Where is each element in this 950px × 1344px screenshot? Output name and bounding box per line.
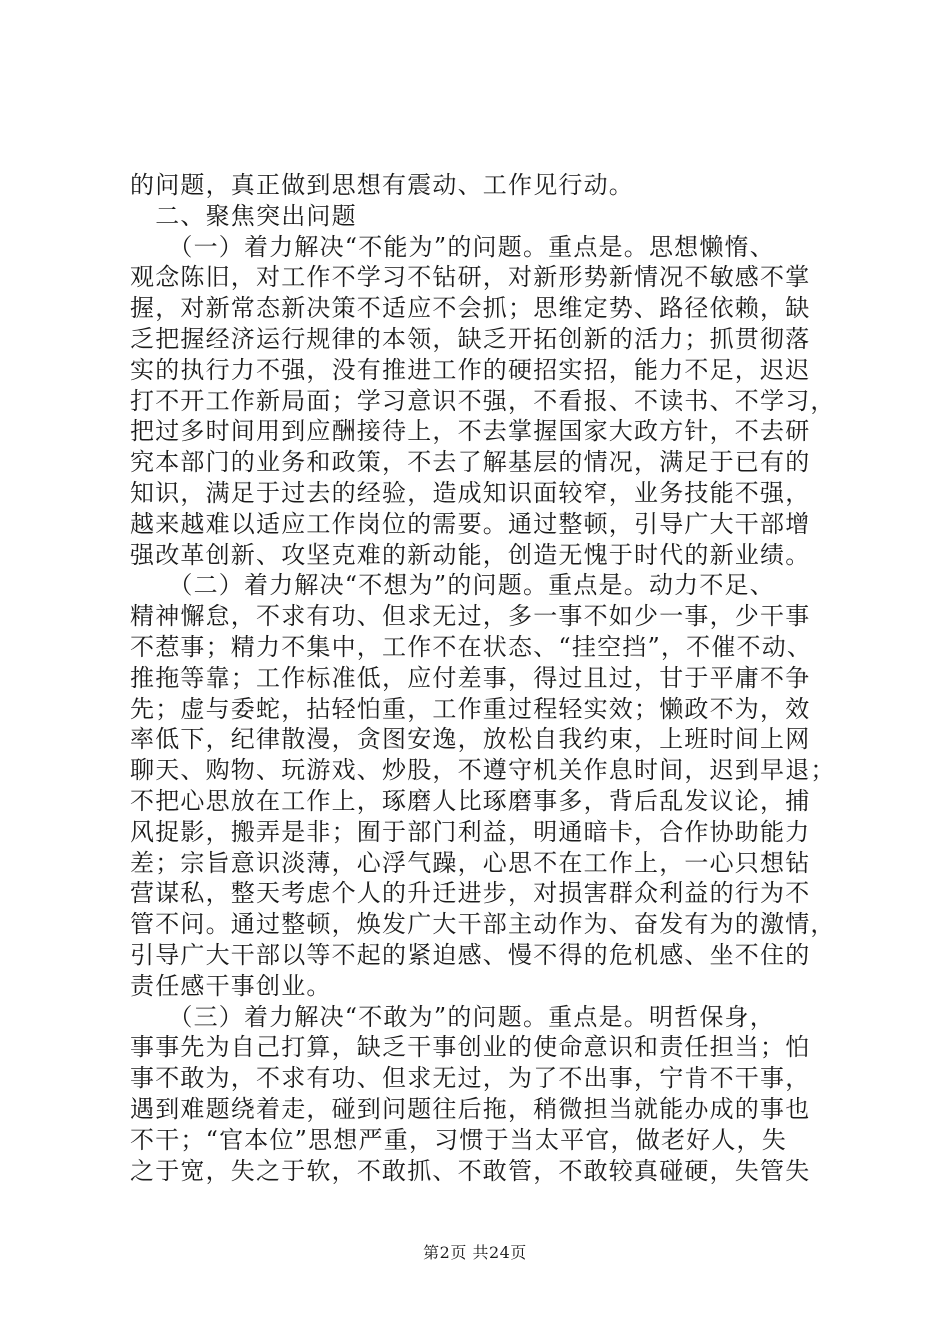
text-line: 究本部门的业务和政策，不去了解基层的情况，满足于已有的 [130, 448, 811, 477]
text-line: 精神懈怠，不求有功、但求无过，多一事不如少一事，少干事 [130, 602, 811, 631]
text-line: 的问题，真正做到思想有震动、工作见行动。 [130, 171, 634, 199]
text-line: 观念陈旧，对工作不学习不钻研，对新形势新情况不敏感不掌 [130, 263, 811, 292]
text-line: 营谋私，整天考虑个人的升迁进步，对损害群众利益的行为不 [130, 879, 811, 908]
text-line: 差；宗旨意识淡薄，心浮气躁，心思不在工作上，一心只想钻 [130, 848, 811, 877]
section-heading: 二、聚焦突出问题 [130, 201, 357, 230]
text-line: 责任感干事创业。 [130, 971, 332, 1000]
text-line: 不把心思放在工作上，琢磨人比琢磨事多，背后乱发议论，捕 [130, 786, 811, 815]
text-line: 事不敢为，不求有功、但求无过，为了不出事，宁肯不干事， [130, 1064, 811, 1093]
text-line: 实的执行力不强，没有推进工作的硬招实招，能力不足，迟迟 [130, 355, 811, 384]
text-line: 引导广大干部以等不起的紧迫感、慢不得的危机感、坐不住的 [130, 940, 811, 969]
text-line: 推拖等靠；工作标准低，应付差事，得过且过，甘于平庸不争 [130, 663, 811, 692]
text-line: 遇到难题绕着走，碰到问题往后拖，稍微担当就能办成的事也 [130, 1094, 811, 1123]
text-line: 管不问。通过整顿，焕发广大干部主动作为、奋发有为的激情， [130, 910, 836, 939]
text-line: 乏把握经济运行规律的本领，缺乏开拓创新的活力；抓贯彻落 [130, 324, 811, 353]
text-line: 聊天、购物、玩游戏、炒股，不遵守机关作息时间，迟到早退； [130, 756, 836, 785]
page-number: 第2页 共24页 [423, 1243, 527, 1262]
text-line: 不惹事；精力不集中，工作不在状态、“挂空挡”，不催不动、 [130, 632, 813, 661]
text-line: 越来越难以适应工作岗位的需要。通过整顿，引导广大干部增 [130, 509, 811, 538]
text-line: 先；虚与委蛇，拈轻怕重，工作重过程轻实效；懒政不为，效 [130, 694, 811, 723]
text-line: 率低下，纪律散漫，贪图安逸，放松自我约束，上班时间上网 [130, 725, 811, 754]
text-line: 不干；“官本位”思想严重，习惯于当太平官，做老好人，失 [130, 1125, 787, 1154]
text-line: 打不开工作新局面；学习意识不强，不看报、不读书、不学习， [130, 386, 836, 415]
text-line: （二）着力解决“不想为”的问题。重点是。动力不足、 [130, 571, 775, 600]
text-line: （一）着力解决“不能为”的问题。重点是。思想懒惰、 [130, 232, 775, 261]
text-line: 之于宽，失之于软，不敢抓、不敢管，不敢较真碰硬，失管失 [130, 1156, 811, 1185]
text-line: 握，对新常态新决策不适应不会抓；思维定势、路径依赖，缺 [130, 294, 811, 323]
text-line: （三）着力解决“不敢为”的问题。重点是。明哲保身， [130, 1002, 775, 1031]
text-line: 事事先为自己打算，缺乏干事创业的使命意识和责任担当；怕 [130, 1033, 811, 1062]
text-line: 强改革创新、攻坚克难的新动能，创造无愧于时代的新业绩。 [130, 540, 811, 569]
text-line: 风捉影，搬弄是非；囿于部门利益，明通暗卡，合作协助能力 [130, 817, 811, 846]
text-line: 把过多时间用到应酬接待上，不去掌握国家大政方针，不去研 [130, 417, 811, 446]
text-line: 知识，满足于过去的经验，造成知识面较窄，业务技能不强， [130, 478, 811, 507]
document-body [130, 170, 836, 1186]
